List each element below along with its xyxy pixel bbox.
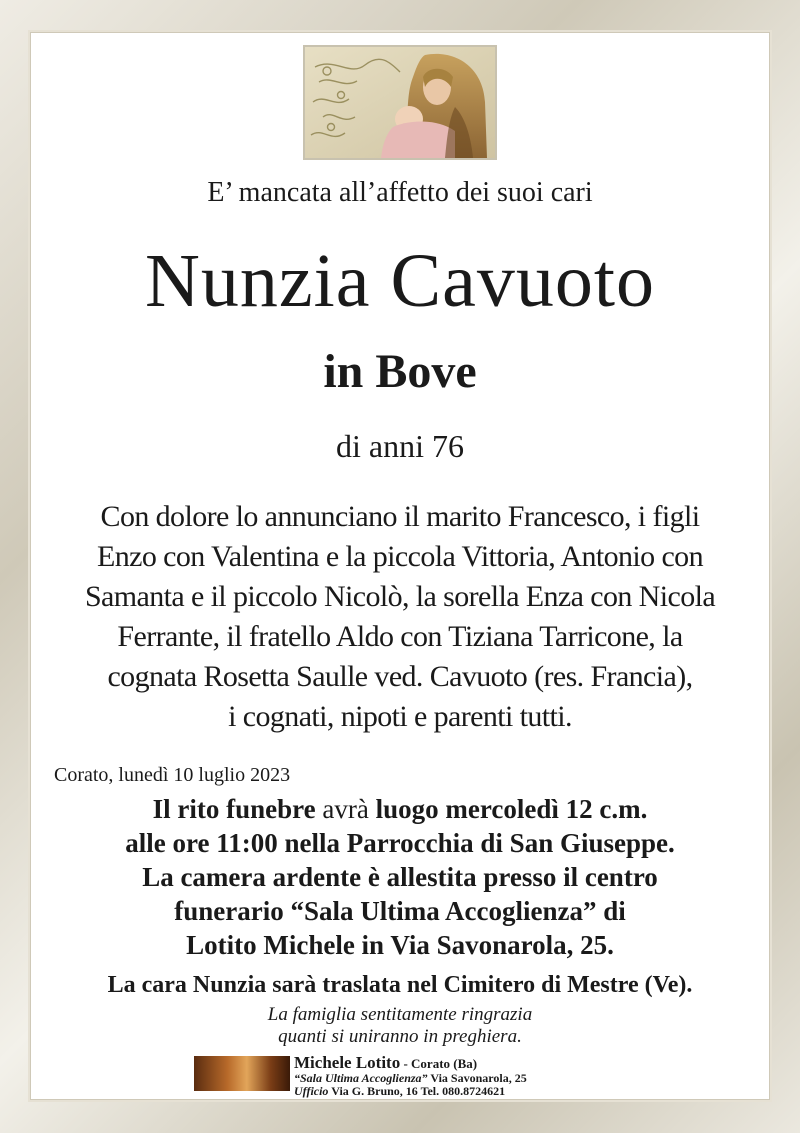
office-address: Via G. Bruno, 16 Tel. 080.8724621 [328, 1084, 506, 1098]
funeral-home-office [294, 1085, 624, 1098]
notice-paper [30, 32, 770, 1100]
sala-name: “Sala Ultima Accoglienza” [294, 1071, 428, 1085]
funeral-line: Lotito Michele in Via Savonarola, 25. [186, 930, 614, 960]
announcement-line: cognata Rosetta Saulle ved. Cavuoto (res. Francia), [107, 660, 693, 693]
announcement-line: i cognati, nipoti e parenti tutti. [228, 700, 572, 733]
funeral-details [30, 792, 770, 962]
funeral-line [30, 792, 770, 826]
funeral-line: La camera ardente è allestita presso il centro [142, 862, 658, 892]
funeral-home-footer [194, 1054, 614, 1096]
funeral-home-info [294, 1054, 624, 1098]
intro-text: E’ mancata all’affetto dei suoi cari [207, 177, 593, 208]
funeral-home-photo [194, 1056, 290, 1091]
madonna-and-child-image [303, 45, 497, 160]
announcement-line: Con dolore lo annunciano il marito Francesco, i figli [100, 500, 700, 533]
announcement-line: Ferrante, il fratello Aldo con Tiziana Tarricone, la [117, 620, 683, 653]
thanks-line: La famiglia sentitamente ringrazia [267, 1004, 533, 1025]
funeral-home-name [294, 1054, 624, 1072]
sala-address: Via Savonarola, 25 [427, 1071, 527, 1085]
deceased-name: Nunzia Cavuoto [144, 239, 655, 323]
announcement-line: Samanta e il piccolo Nicolò, la sorella Enza con Nicola [84, 580, 716, 613]
office-label: Ufficio [294, 1084, 329, 1098]
funeral-home-owner: Michele Lotito [294, 1053, 401, 1072]
funeral-line: alle ore 11:00 nella Parrocchia di San Giuseppe. [125, 828, 675, 858]
date-place: Corato, lunedì 10 luglio 2023 [54, 764, 291, 786]
announcement-line: Enzo con Valentina e la piccola Vittoria, Antonio con [97, 540, 703, 573]
funeral-text: Il rito funebre [152, 794, 323, 824]
funeral-line: funerario “Sala Ultima Accoglienza” di [174, 896, 626, 926]
thanks-text [30, 1004, 770, 1048]
funeral-text: avrà [322, 794, 369, 824]
married-name: in Bove [323, 345, 477, 398]
age-text: di anni 76 [336, 428, 464, 464]
announcement [44, 497, 756, 737]
funeral-text: luogo mercoledì 12 c.m. [368, 794, 648, 824]
transfer-text: La cara Nunzia sarà traslata nel Cimitero di Mestre (Ve). [107, 972, 693, 998]
funeral-home-city: - Corato (Ba) [400, 1056, 478, 1071]
thanks-line: quanti si uniranno in preghiera. [278, 1026, 522, 1047]
madonna-illustration [305, 47, 495, 158]
